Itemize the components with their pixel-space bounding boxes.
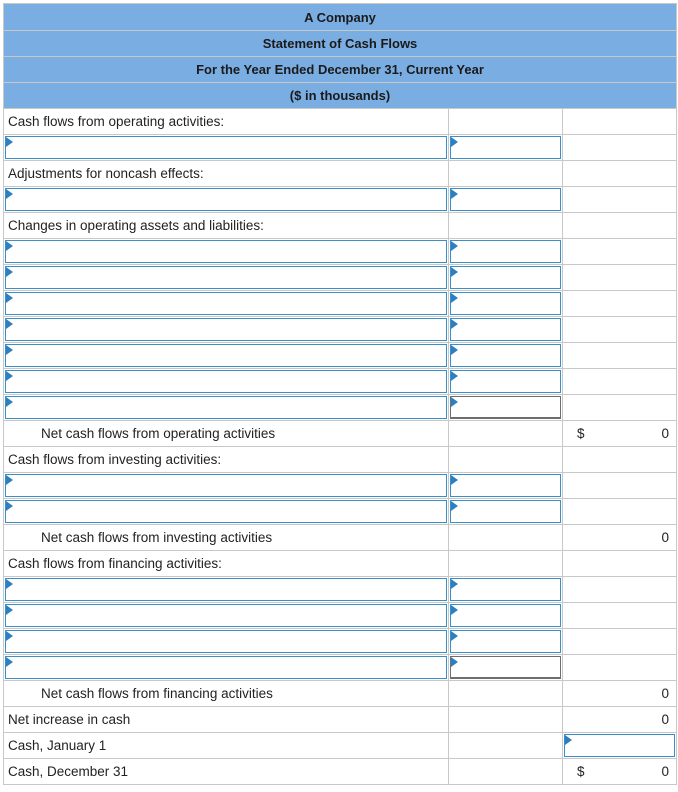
change-entry-row: [4, 343, 677, 369]
dropdown-arrow-icon: [6, 189, 13, 199]
financing-net-row: [4, 681, 677, 707]
financing-amount-input[interactable]: [450, 604, 561, 627]
investing-amount-input[interactable]: [450, 500, 561, 523]
cash-december-currency: $: [577, 764, 585, 779]
cash-january-row: [4, 733, 677, 759]
investing-item-select[interactable]: [5, 474, 447, 497]
change-amount-input[interactable]: [450, 266, 561, 289]
net-increase-label: Net increase in cash: [4, 707, 449, 733]
operating-net-currency: $: [577, 426, 585, 441]
dropdown-arrow-icon: [451, 293, 458, 303]
dropdown-arrow-icon: [6, 501, 13, 511]
dropdown-arrow-icon: [451, 631, 458, 641]
change-entry-row: [4, 317, 677, 343]
financing-amount-input[interactable]: [450, 630, 561, 653]
cash-flow-statement-table: [3, 3, 677, 785]
change-item-select[interactable]: [5, 370, 447, 393]
change-amount-input[interactable]: [450, 370, 561, 393]
operating-entry-row: [4, 135, 677, 161]
financing-item-select[interactable]: [5, 656, 447, 679]
financing-entry-row: [4, 629, 677, 655]
cash-december-row: [4, 759, 677, 785]
statement-units: ($ in thousands): [4, 83, 677, 109]
dropdown-arrow-icon: [451, 397, 458, 407]
change-item-select[interactable]: [5, 266, 447, 289]
investing-item-select[interactable]: [5, 500, 447, 523]
operating-amount-input[interactable]: [450, 136, 561, 159]
change-amount-input[interactable]: [450, 318, 561, 341]
changes-heading-row: [4, 213, 677, 239]
dropdown-arrow-icon: [6, 475, 13, 485]
dropdown-arrow-icon: [451, 137, 458, 147]
change-item-select[interactable]: [5, 240, 447, 263]
changes-heading: Changes in operating assets and liabilities:: [4, 213, 449, 239]
investing-entry-row: [4, 473, 677, 499]
investing-net-row: [4, 525, 677, 551]
investing-net-label: Net cash flows from investing activities: [4, 525, 449, 551]
operating-item-select[interactable]: [5, 136, 447, 159]
change-amount-input[interactable]: [450, 396, 561, 419]
dropdown-arrow-icon: [6, 605, 13, 615]
operating-heading-row: [4, 109, 677, 135]
dropdown-arrow-icon: [451, 657, 458, 667]
company-name: A Company: [4, 4, 677, 31]
adjustment-item-select[interactable]: [5, 188, 447, 211]
financing-heading: Cash flows from financing activities:: [4, 551, 449, 577]
dropdown-arrow-icon: [451, 501, 458, 511]
financing-entry-row: [4, 603, 677, 629]
change-amount-input[interactable]: [450, 344, 561, 367]
dropdown-arrow-icon: [6, 657, 13, 667]
adjustments-heading: Adjustments for noncash effects:: [4, 161, 449, 187]
statement-period: For the Year Ended December 31, Current Year: [4, 57, 677, 83]
investing-net-value: 0: [563, 525, 677, 551]
statement-title: Statement of Cash Flows: [4, 31, 677, 57]
dropdown-arrow-icon: [6, 319, 13, 329]
investing-amount-input[interactable]: [450, 474, 561, 497]
operating-net-row: [4, 421, 677, 447]
dropdown-arrow-icon: [6, 293, 13, 303]
dropdown-arrow-icon: [451, 319, 458, 329]
cash-december-value: 0: [661, 764, 669, 779]
adjustment-amount-input[interactable]: [450, 188, 561, 211]
change-entry-row: [4, 369, 677, 395]
dropdown-arrow-icon: [6, 137, 13, 147]
operating-net-label: Net cash flows from operating activities: [4, 421, 449, 447]
financing-item-select[interactable]: [5, 604, 447, 627]
financing-item-select[interactable]: [5, 630, 447, 653]
header-row-company: [4, 4, 677, 31]
financing-entry-row: [4, 577, 677, 603]
dropdown-arrow-icon: [451, 475, 458, 485]
dropdown-arrow-icon: [6, 397, 13, 407]
investing-entry-row: [4, 499, 677, 525]
investing-heading: Cash flows from investing activities:: [4, 447, 449, 473]
dropdown-arrow-icon: [6, 631, 13, 641]
dropdown-arrow-icon: [6, 267, 13, 277]
dropdown-arrow-icon: [451, 241, 458, 251]
dropdown-arrow-icon: [451, 345, 458, 355]
dropdown-arrow-icon: [451, 605, 458, 615]
change-amount-input[interactable]: [450, 292, 561, 315]
adjustment-entry-row: [4, 187, 677, 213]
financing-amount-input[interactable]: [450, 656, 561, 679]
change-item-select[interactable]: [5, 292, 447, 315]
financing-item-select[interactable]: [5, 578, 447, 601]
header-row-units: [4, 83, 677, 109]
header-row-statement: [4, 31, 677, 57]
financing-net-label: Net cash flows from financing activities: [4, 681, 449, 707]
dropdown-arrow-icon: [6, 371, 13, 381]
operating-heading: Cash flows from operating activities:: [4, 109, 449, 135]
financing-entry-row: [4, 655, 677, 681]
header-row-period: [4, 57, 677, 83]
change-item-select[interactable]: [5, 396, 447, 419]
dropdown-arrow-icon: [451, 189, 458, 199]
cash-december-label: Cash, December 31: [4, 759, 449, 785]
change-entry-row: [4, 239, 677, 265]
dropdown-arrow-icon: [451, 579, 458, 589]
financing-net-value: 0: [563, 681, 677, 707]
change-amount-input[interactable]: [450, 240, 561, 263]
change-entry-row: [4, 291, 677, 317]
adjustments-heading-row: [4, 161, 677, 187]
net-increase-row: [4, 707, 677, 733]
dropdown-arrow-icon: [451, 267, 458, 277]
dropdown-arrow-icon: [6, 241, 13, 251]
dropdown-arrow-icon: [565, 735, 572, 745]
change-item-select[interactable]: [5, 318, 447, 341]
investing-heading-row: [4, 447, 677, 473]
dropdown-arrow-icon: [451, 371, 458, 381]
dropdown-arrow-icon: [6, 345, 13, 355]
cash-january-label: Cash, January 1: [4, 733, 449, 759]
change-entry-row: [4, 265, 677, 291]
net-increase-value: 0: [563, 707, 677, 733]
financing-amount-input[interactable]: [450, 578, 561, 601]
change-entry-row: [4, 395, 677, 421]
change-item-select[interactable]: [5, 344, 447, 367]
operating-net-value: 0: [661, 426, 669, 441]
cash-january-input[interactable]: [564, 734, 675, 757]
dropdown-arrow-icon: [6, 579, 13, 589]
financing-heading-row: [4, 551, 677, 577]
